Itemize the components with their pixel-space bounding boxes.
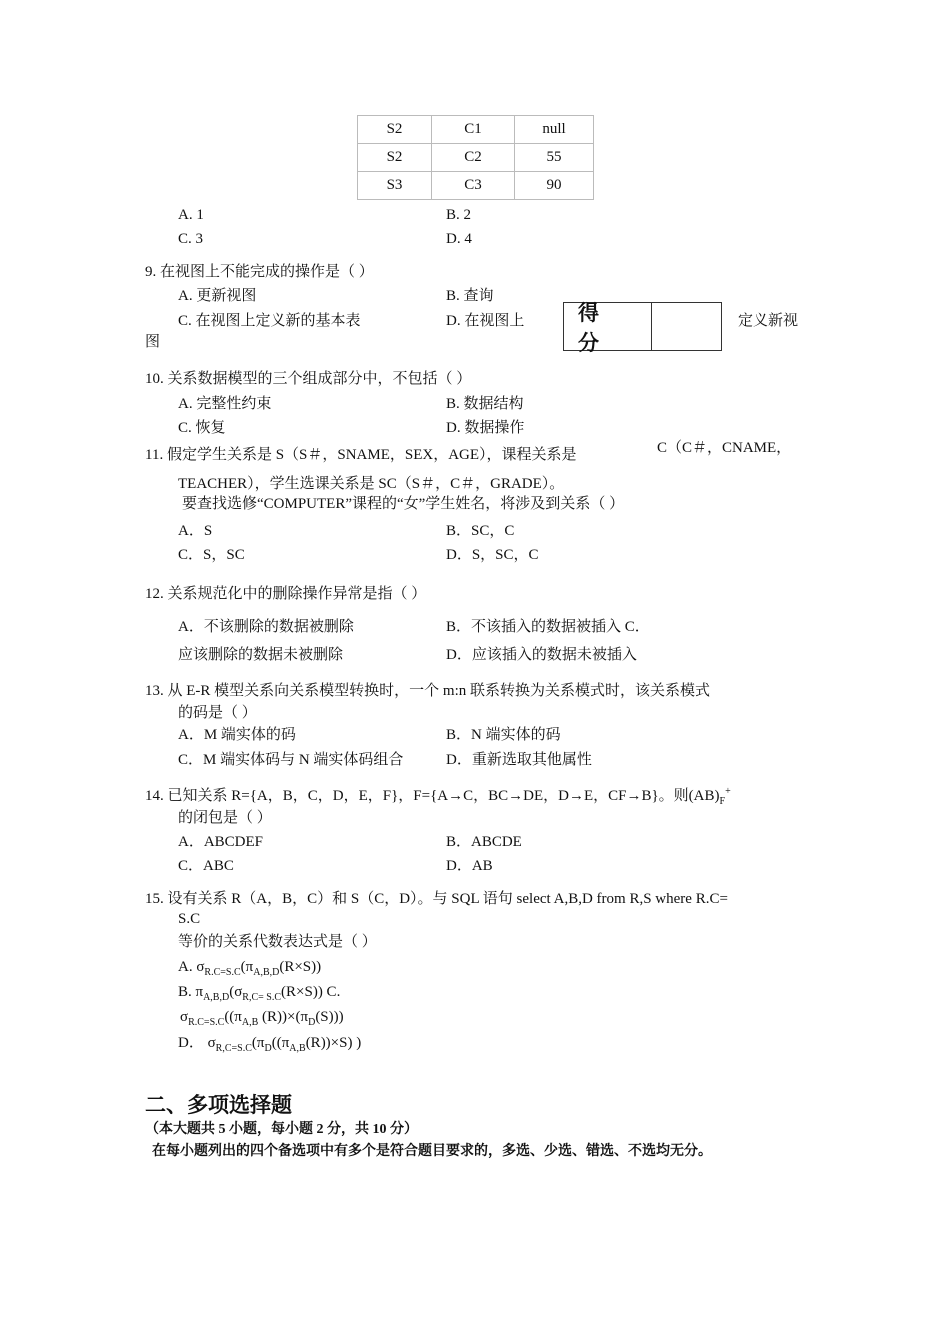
q12-option-b: B．不该插入的数据被插入 C．: [446, 619, 650, 635]
q15-c-text: ((π: [224, 1009, 242, 1025]
q15-option-b: [178, 983, 340, 1001]
q9-option-a: A. 更新视图: [178, 288, 257, 304]
q15-a-text: (π: [240, 959, 254, 975]
table-row: [358, 144, 594, 172]
q14-stem-subscript: F: [719, 796, 726, 807]
q14-option-b: B．ABCDE: [446, 834, 522, 850]
q15-b-text: B. π: [178, 984, 204, 1000]
q12-option-c: 应该删除的数据未被删除: [178, 647, 344, 663]
table-cell: C2: [432, 144, 515, 172]
q15-d-text: (R))×S) ): [305, 1035, 362, 1051]
q15-d-text: ((π: [271, 1035, 290, 1051]
q9-option-c: C. 在视图上定义新的基本表: [178, 313, 361, 329]
score-value-field: [652, 303, 721, 350]
q15-b-text: (R×S)) C.: [281, 984, 341, 1000]
table-row: [358, 116, 594, 144]
q11-stem-line2: TEACHER），学生选课关系是 SC（S＃，C＃，GRADE）。: [178, 476, 565, 492]
section2-instruction: 在每小题列出的四个备选项中有多个是符合题目要求的，多选、少选、错选、不选均无分。: [152, 1144, 712, 1159]
q15-option-a: [178, 958, 321, 976]
q15-a-text: A. σ: [178, 959, 205, 975]
q15-d-sub: A,B: [289, 1043, 306, 1054]
q12-option-a: A．不该删除的数据被删除: [178, 619, 354, 635]
q11-stem-line1: 11. 假定学生关系是 S（S＃，SNAME，SEX，AGE），课程关系是: [145, 447, 577, 463]
q11-stem-line3: 要查找选修“COMPUTER”课程的“女”学生姓名，将涉及到关系（ ）: [182, 496, 625, 512]
section2-title: 二、多项选择题: [145, 1093, 292, 1117]
q15-stem-line2: S.C: [178, 911, 201, 927]
q8-option-c: C. 3: [178, 231, 204, 247]
q15-b-sub: R,C= S.C: [242, 992, 282, 1003]
q15-d-sub: D: [264, 1043, 272, 1054]
q9-option-d-wrap: 图: [145, 334, 161, 350]
q14-option-a: A．ABCDEF: [178, 834, 264, 850]
q15-c-text: (R))×(π: [258, 1009, 309, 1025]
table-cell: S3: [358, 172, 432, 200]
q9-option-d: D. 在视图上: [446, 313, 525, 329]
table-cell: C3: [432, 172, 515, 200]
q10-stem: 10. 关系数据模型的三个组成部分中，不包括（ ）: [145, 371, 472, 387]
q15-stem-line3: 等价的关系代数表达式是（ ）: [178, 934, 377, 950]
table-cell: S2: [358, 116, 432, 144]
q15-d-text: (π: [251, 1035, 265, 1051]
q13-option-a: A．M 端实体的码: [178, 727, 296, 743]
table-cell: 55: [515, 144, 594, 172]
q15-d-text: D． σ: [178, 1035, 216, 1051]
table-cell: C1: [432, 116, 515, 144]
q15-a-sub: R.C=S.C: [204, 967, 241, 978]
q14-stem-text: 14. 已知关系 R={A，B，C，D，E，F}，F={A→C，BC→DE，D→E，CF→B}。则(AB): [145, 788, 720, 804]
q9-stem: 9. 在视图上不能完成的操作是（ ）: [145, 264, 374, 280]
q15-c-text: σ: [180, 1009, 189, 1025]
q15-d-sub: R,C=S.C: [215, 1043, 252, 1054]
q12-option-d: D．应该插入的数据未被插入: [446, 647, 637, 663]
q13-option-b: B．N 端实体的码: [446, 727, 561, 743]
q10-option-a: A. 完整性约束: [178, 396, 272, 412]
q11-option-b: B．SC，C: [446, 523, 515, 539]
q13-stem-line1: 13. 从 E-R 模型关系向关系模型转换时，一个 m:n 联系转换为关系模式时，该关系模式: [145, 683, 711, 699]
score-label: 得分: [564, 303, 652, 350]
q15-b-text: (σ: [229, 984, 243, 1000]
q15-stem-line1: 15. 设有关系 R（A，B，C）和 S（C，D）。与 SQL 语句 select A,B,D from R,S where R.C=: [145, 891, 728, 907]
q10-option-d: D. 数据操作: [446, 420, 525, 436]
q11-stem-line1-tail: C（C＃，CNAME，: [657, 440, 792, 456]
table-cell: null: [515, 116, 594, 144]
q9-option-d-tail: 定义新视: [738, 313, 799, 329]
q15-a-text: (R×S)): [279, 959, 322, 975]
q15-c-sub: D: [308, 1017, 316, 1028]
q9-option-b: B. 查询: [446, 288, 494, 304]
q15-a-sub: A,B,D: [253, 967, 280, 978]
table-cell: S2: [358, 144, 432, 172]
q11-option-a: A．S: [178, 523, 213, 539]
q15-c-sub: A,B: [241, 1017, 259, 1028]
score-box: [563, 300, 722, 355]
q8-option-d: D. 4: [446, 231, 472, 247]
q14-option-d: D．AB: [446, 858, 493, 874]
q11-option-d: D．S，SC，C: [446, 547, 539, 563]
q14-option-c: C．ABC: [178, 858, 234, 874]
q14-stem-line2: 的闭包是（ ）: [178, 810, 272, 826]
q15-c-text: (S))): [315, 1009, 344, 1025]
q14-stem-line1: [145, 787, 731, 805]
q11-option-c: C．S，SC: [178, 547, 245, 563]
q15-option-c: [180, 1008, 344, 1026]
q8-option-b: B. 2: [446, 207, 472, 223]
q10-option-c: C. 恢复: [178, 420, 226, 436]
table-cell: 90: [515, 172, 594, 200]
q14-stem-superscript: +: [725, 786, 731, 797]
q12-stem: 12. 关系规范化中的删除操作异常是指（ ）: [145, 586, 427, 602]
relation-table: [357, 115, 594, 200]
q8-option-a: A. 1: [178, 207, 204, 223]
q13-option-c: C．M 端实体码与 N 端实体码组合: [178, 752, 404, 768]
q15-option-d: [178, 1034, 361, 1052]
q13-stem-line2: 的码是（ ）: [178, 705, 257, 721]
q15-b-sub: A,B,D: [203, 992, 230, 1003]
q10-option-b: B. 数据结构: [446, 396, 524, 412]
section2-meta: （本大题共 5 小题，每小题 2 分，共 10 分）: [145, 1122, 418, 1137]
table-row: [358, 172, 594, 200]
q13-option-d: D．重新选取其他属性: [446, 752, 592, 768]
q15-c-sub: R.C=S.C: [188, 1017, 225, 1028]
